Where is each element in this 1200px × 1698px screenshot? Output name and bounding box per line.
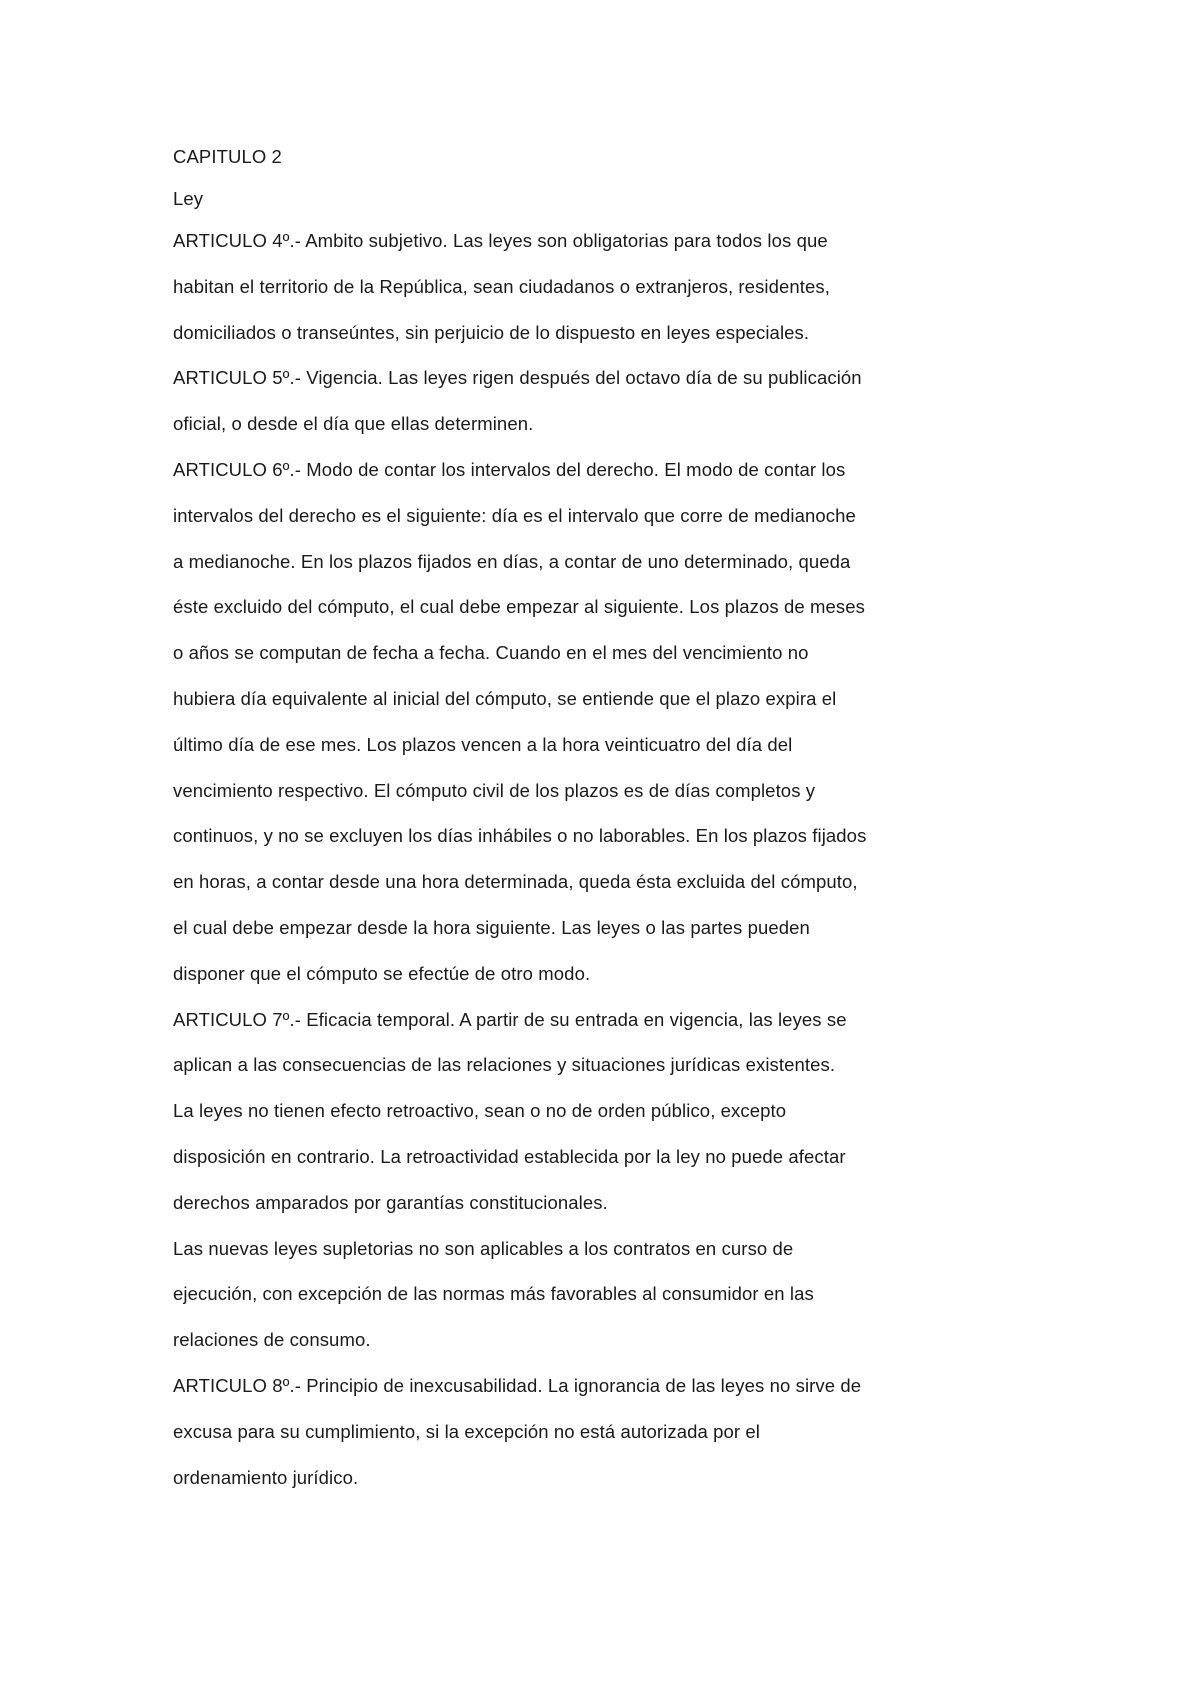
- article-6-line: último día de ese mes. Los plazos vencen a la hora veinticuatro del día del: [173, 733, 793, 755]
- article-6-line: en horas, a contar desde una hora determinada, queda ésta excluida del cómputo,: [173, 871, 858, 893]
- article-6-line: ARTICULO 6º.- Modo de contar los intervalos del derecho. El modo de contar los: [173, 458, 846, 480]
- article-6-line: disponer que el cómputo se efectúe de otro modo.: [173, 962, 591, 984]
- article-6-line: hubiera día equivalente al inicial del cómputo, se entiende que el plazo expira el: [173, 687, 837, 709]
- article-5-line: oficial, o desde el día que ellas determinen.: [173, 413, 534, 435]
- article-8-line: ARTICULO 8º.- Principio de inexcusabilidad. La ignorancia de las leyes no sirve de: [173, 1374, 862, 1396]
- article-6-line: vencimiento respectivo. El cómputo civil de los plazos es de días completos y: [173, 779, 816, 801]
- article-8-line: ordenamiento jurídico.: [173, 1466, 359, 1488]
- article-6-line: el cual debe empezar desde la hora siguiente. Las leyes o las partes pueden: [173, 916, 810, 938]
- article-6-line: a medianoche. En los plazos fijados en días, a contar de uno determinado, queda: [173, 550, 851, 572]
- article-5-line: ARTICULO 5º.- Vigencia. Las leyes rigen después del octavo día de su publicación: [173, 367, 862, 389]
- article-7-line: ARTICULO 7º.- Eficacia temporal. A partir de su entrada en vigencia, las leyes se: [173, 1008, 847, 1030]
- article-7-line: La leyes no tienen efecto retroactivo, sean o no de orden público, excepto: [173, 1100, 787, 1122]
- article-4-line: domiciliados o transeúntes, sin perjuicio de lo dispuesto en leyes especiales.: [173, 321, 810, 343]
- article-7-line: ejecución, con excepción de las normas más favorables al consumidor en las: [173, 1283, 814, 1305]
- article-7-line: relaciones de consumo.: [173, 1329, 371, 1351]
- article-7-line: Las nuevas leyes supletorias no son aplicables a los contratos en curso de: [173, 1237, 794, 1259]
- article-7-line: derechos amparados por garantías constitucionales.: [173, 1191, 608, 1213]
- article-7-line: disposición en contrario. La retroactividad establecida por la ley no puede afectar: [173, 1145, 846, 1167]
- article-6-line: intervalos del derecho es el siguiente: día es el intervalo que corre de medianoche: [173, 504, 856, 526]
- article-4-line: ARTICULO 4º.- Ambito subjetivo. Las leyes son obligatorias para todos los que: [173, 230, 828, 251]
- article-4-line: habitan el territorio de la República, sean ciudadanos o extranjeros, residentes,: [173, 275, 831, 297]
- article-6-line: o años se computan de fecha a fecha. Cuando en el mes del vencimiento no: [173, 642, 809, 664]
- article-6-line: éste excluido del cómputo, el cual debe empezar al siguiente. Los plazos de meses: [173, 596, 865, 618]
- document-body: [173, 142, 933, 1508]
- chapter-heading: CAPITULO 2: [173, 146, 282, 167]
- article-8-line: excusa para su cumplimiento, si la excepción no está autorizada por el: [173, 1420, 760, 1442]
- section-heading: Ley: [173, 188, 204, 209]
- article-7-line: aplican a las consecuencias de las relaciones y situaciones jurídicas existentes.: [173, 1054, 836, 1076]
- article-6-line: continuos, y no se excluyen los días inhábiles o no laborables. En los plazos fijados: [173, 825, 867, 847]
